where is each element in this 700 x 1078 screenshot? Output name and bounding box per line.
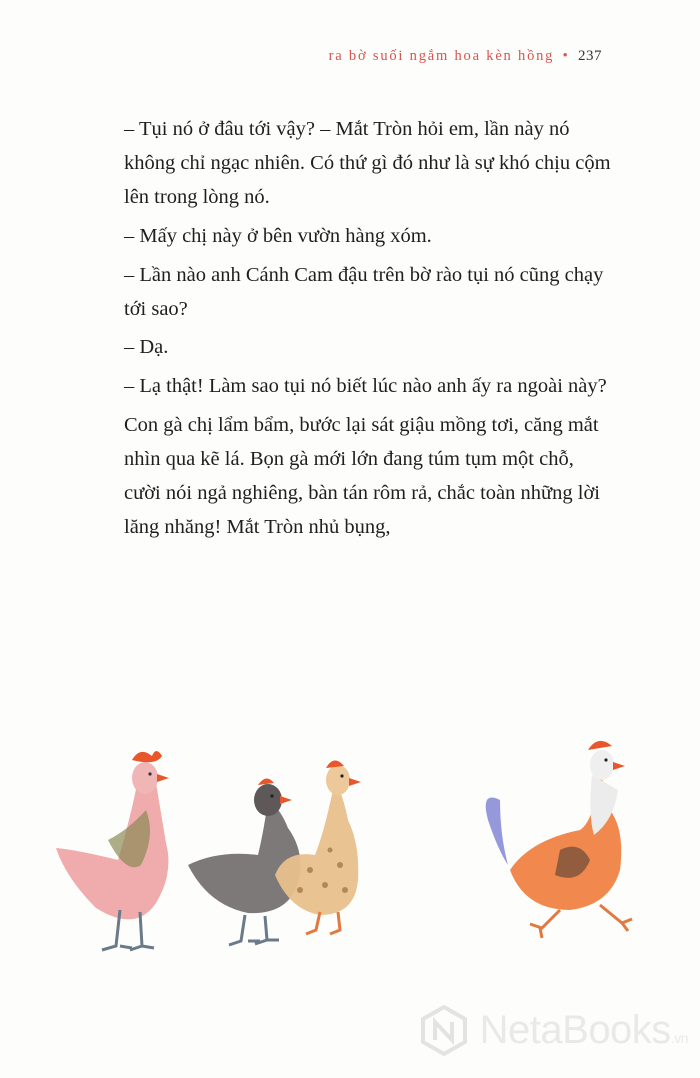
paragraph-5: – Lạ thật! Làm sao tụi nó biết lúc nào anh ấy ra ngoài này? [124,374,607,397]
pink-hen [56,751,169,950]
paragraph-3: – Lần nào anh Cánh Cam đậu trên bờ rào tụi nó cũng chạy tới sao? [124,263,604,320]
watermark-brand: NetaBooks [479,1007,671,1052]
paragraph-6: Con gà chị lẩm bẩm, bước lại sát giậu mồng tơi, căng mắt nhìn qua kẽ lá. Bọn gà mới lớn đang túm tụm một chỗ, cười nói ngả nghiêng, bàn tán rôm rả, chắc toàn những lời lăng nhăng! Mắt Tròn nhủ bụng, [124,413,600,539]
header-separator: • [562,48,570,64]
netabooks-logo-icon [418,1004,470,1056]
chickens-illustration [0,690,700,1020]
paragraph-2: – Mấy chị này ở bên vườn hàng xóm. [124,225,432,247]
paragraph-4: – Dạ. [124,336,169,359]
watermark [418,1000,688,1060]
running-title: ra bờ suối ngắm hoa kèn hồng [328,48,555,64]
watermark-suffix: .vn [670,1029,688,1046]
rooster [486,741,632,938]
page-number: 237 [578,48,602,64]
grey-hen [188,778,300,945]
running-header [329,48,602,65]
paragraph-1: – Tụi nó ở đâu tới vậy? – Mắt Tròn hỏi em, lần này nó không chỉ ngạc nhiên. Có thứ gì đó như là sự khó chịu cộm lên trong lòng nó. [124,118,611,209]
watermark-text [480,1008,688,1053]
body-text [124,112,612,549]
